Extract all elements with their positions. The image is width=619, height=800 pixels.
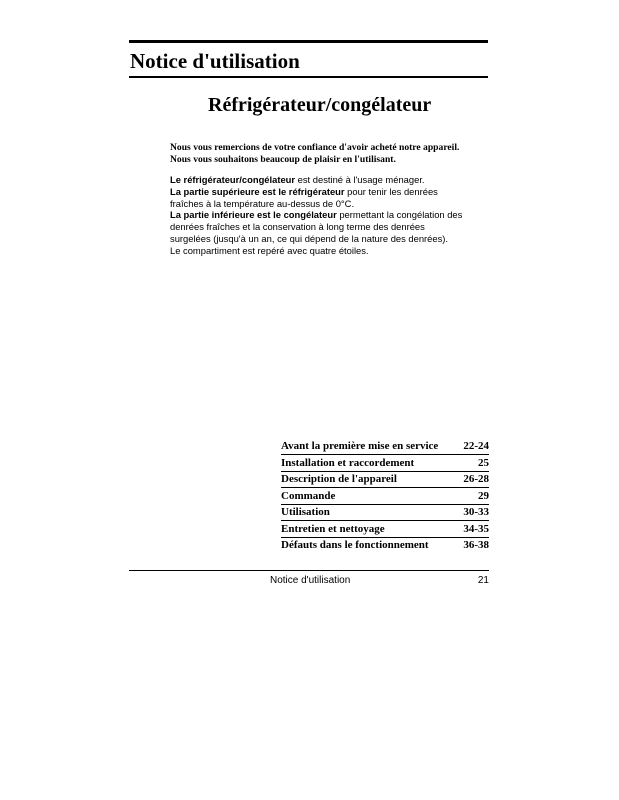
intro-line — [170, 209, 490, 221]
toc-title: Défauts dans le fonctionnement — [281, 539, 429, 551]
toc-title: Avant la première mise en service — [281, 440, 439, 452]
toc-entry-description[interactable] — [281, 472, 489, 489]
toc-title: Commande — [281, 489, 336, 502]
toc-pages: 34-35 — [463, 522, 489, 535]
intro-line: Le compartiment est repéré avec quatre étoiles. — [170, 244, 369, 256]
page-title: Notice d'utilisation — [130, 49, 300, 73]
toc-entry-installation[interactable] — [281, 455, 489, 472]
thanks-line: Nous vous remercions de votre confiance d'avoir acheté notre appareil. — [170, 142, 460, 153]
toc-pages: 29 — [478, 489, 489, 502]
page-number: 21 — [477, 575, 489, 586]
toc-pages: 22-24 — [463, 440, 489, 452]
intro-text: est destiné à l'usage ménager. — [295, 174, 425, 185]
intro-line: denrées fraîches et la conservation à long terme des denrées — [170, 221, 425, 233]
title-underline — [129, 76, 488, 78]
toc-entry-defauts[interactable] — [281, 538, 489, 554]
thanks-paragraph — [170, 142, 490, 165]
toc-entry-utilisation[interactable] — [281, 505, 489, 522]
top-rule — [129, 40, 488, 43]
page-subtitle: Réfrigérateur/congélateur — [208, 94, 432, 116]
toc-title: Description de l'appareil — [281, 473, 397, 485]
intro-emphasis: Le réfrigérateur/congélateur — [170, 174, 296, 185]
toc-title: Entretien et nettoyage — [281, 522, 385, 535]
intro-line: surgelées (jusqu'à un an, ce qui dépend de la nature des denrées). — [170, 232, 449, 244]
intro-line: fraîches à la température au-dessus de 0°C. — [170, 197, 355, 209]
footer-rule — [129, 570, 489, 571]
footer-label: Notice d'utilisation — [270, 575, 351, 586]
intro-text: pour tenir les denrées — [344, 185, 438, 197]
thanks-line: Nous vous souhaitons beaucoup de plaisir en l'utilisant. — [170, 153, 396, 165]
toc-title: Installation et raccordement — [281, 456, 415, 469]
intro-text: permettant la congélation des — [336, 209, 463, 221]
intro-emphasis: La partie inférieure est le congélateur — [170, 209, 337, 221]
toc-pages: 36-38 — [463, 539, 489, 551]
intro-line — [170, 186, 490, 198]
toc-entry-commande[interactable] — [281, 488, 489, 505]
toc-entry-entretien[interactable] — [281, 521, 489, 538]
intro-paragraph — [170, 174, 490, 257]
toc-pages: 25 — [478, 456, 489, 469]
toc-pages: 26-28 — [463, 473, 489, 485]
toc-entry-avant-mise-en-service[interactable] — [281, 440, 489, 455]
table-of-contents — [281, 440, 489, 553]
intro-emphasis: La partie supérieure est le réfrigérateur — [170, 185, 345, 197]
intro-line — [170, 174, 490, 186]
toc-pages: 30-33 — [463, 506, 489, 518]
toc-title: Utilisation — [281, 506, 330, 518]
